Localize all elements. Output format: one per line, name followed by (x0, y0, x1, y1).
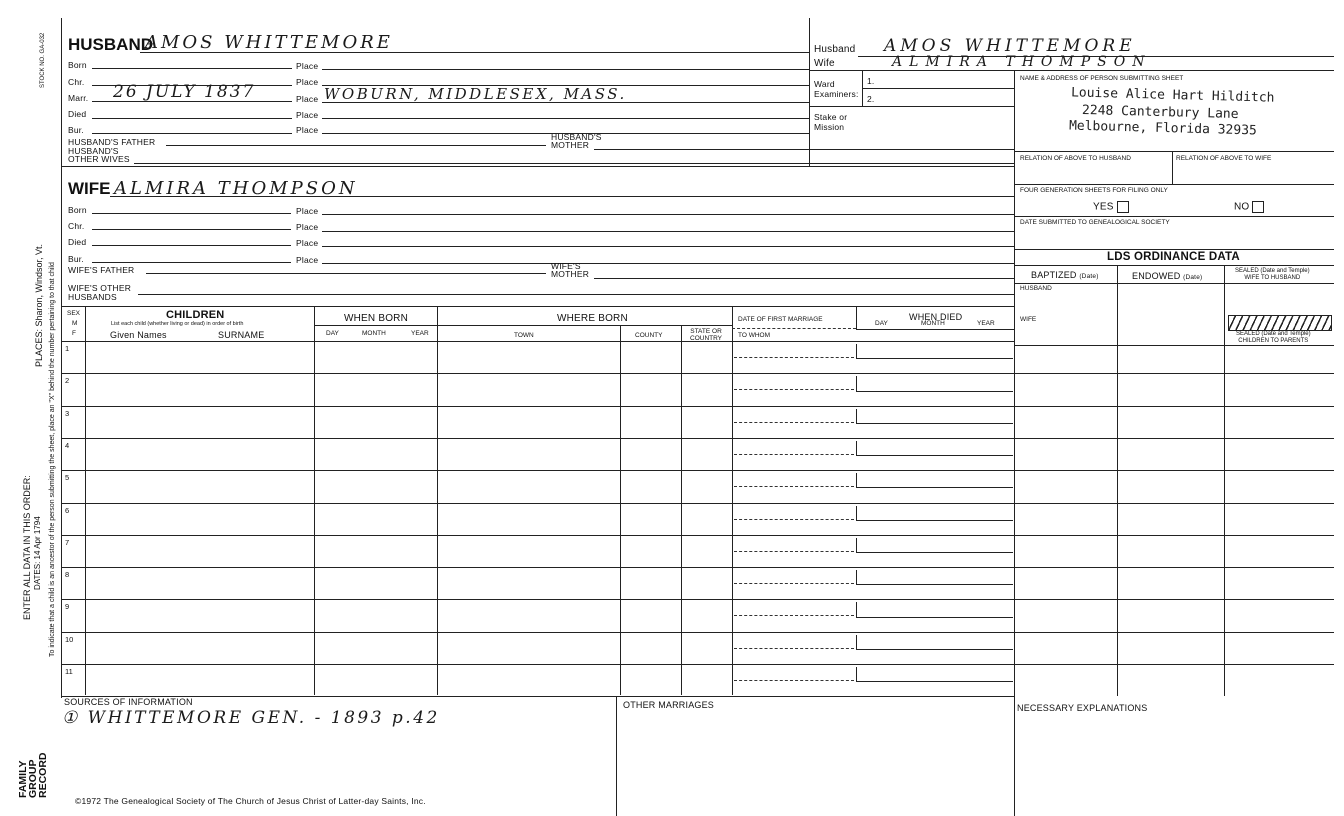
col-when-born: WHEN BORN (344, 313, 409, 324)
relation-wife-label: RELATION OF ABOVE TO WIFE (1176, 155, 1272, 162)
death-date-field[interactable] (856, 506, 1013, 521)
date-submitted-label: DATE SUBMITTED TO GENEALOGICAL SOCIETY (1020, 219, 1170, 226)
child-row-line (61, 599, 1334, 600)
husband-other-wives-label: HUSBAND'S OTHER WIVES (68, 146, 130, 164)
sources-label: SOURCES OF INFORMATION (64, 697, 193, 707)
husband-marr-date[interactable]: 26 JULY 1837 (113, 82, 256, 102)
frame-left (61, 18, 62, 698)
child-row-number: 4 (65, 440, 70, 450)
marriage-dash (734, 486, 854, 487)
wife-other-husbands-label: WIFE'S OTHER HUSBANDS (68, 283, 132, 302)
death-date-field[interactable] (856, 409, 1013, 424)
child-row-number: 6 (65, 505, 70, 515)
col-county: COUNTY (635, 332, 663, 339)
child-row-line (61, 406, 1334, 407)
child-row-number: 7 (65, 537, 70, 547)
no-option[interactable]: NO (1234, 201, 1264, 213)
marriage-dash (734, 519, 854, 520)
col-when-died: WHEN DIED (909, 312, 963, 322)
child-row-number: 1 (65, 344, 70, 353)
yes-option[interactable]: YES (1093, 201, 1129, 213)
child-row-number: 11 (65, 667, 73, 676)
wife-chr-label: Chr. (68, 221, 85, 231)
lds-sealed-wife: SEALED (Date and Temple) WIFE TO HUSBAND (1235, 268, 1310, 281)
form-title: FAMILY GROUP RECORD (17, 752, 49, 798)
col-born-day: DAY (326, 330, 339, 337)
col-town: TOWN (514, 332, 534, 339)
child-row-line (61, 664, 1334, 665)
death-date-field[interactable] (856, 376, 1013, 391)
wife-name[interactable]: ALMIRA THOMPSON (114, 178, 358, 199)
relation-husband-label: RELATION OF ABOVE TO HUSBAND (1020, 155, 1131, 162)
marriage-dash (734, 680, 854, 681)
header-wife-name[interactable]: ALMIRA THOMPSON (892, 54, 1152, 70)
child-row-line (61, 373, 1334, 374)
lds-hatched-cell (1228, 315, 1332, 331)
submitter-street[interactable]: 2248 Canterbury Lane (1081, 102, 1239, 123)
death-date-field[interactable] (856, 602, 1013, 617)
enter-data-label: ENTER ALL DATA IN THIS ORDER: (22, 475, 32, 620)
source-entry[interactable]: ① WHITTEMORE GEN. - 1893 p.42 (62, 708, 440, 728)
dates-line: DATES: 14 Apr 1794 (33, 516, 42, 590)
husband-marr-place-label: Place (296, 94, 319, 104)
lds-baptized: BAPTIZED (Date) (1031, 270, 1099, 280)
husband-bur-place-label: Place (296, 125, 319, 135)
examiners-label: Examiners: (814, 89, 859, 99)
husband-name[interactable]: AMOS WHITTEMORE (145, 32, 393, 53)
wife-born-place-label: Place (296, 206, 319, 216)
husband-title: HUSBAND (68, 35, 153, 54)
husband-father-label: HUSBAND'S FATHER (68, 137, 156, 147)
lds-title: LDS ORDINANCE DATA (1107, 251, 1240, 263)
wife-mother-label: WIFE'S MOTHER (551, 261, 590, 279)
frame-right-divider (1014, 70, 1015, 816)
husband-chr-label: Chr. (68, 77, 85, 87)
husband-died-label: Died (68, 109, 87, 119)
husband-marr-label: Marr. (68, 93, 89, 103)
husband-chr-place-label: Place (296, 77, 319, 87)
header-husband-label: Husband (814, 44, 856, 55)
submitter-label: NAME & ADDRESS OF PERSON SUBMITTING SHEET (1020, 75, 1184, 82)
header-wife-label: Wife (814, 58, 835, 69)
marriage-dash (734, 389, 854, 390)
wife-father-label: WIFE'S FATHER (68, 265, 135, 275)
col-where-born: WHERE BORN (557, 313, 628, 324)
ward-label: Ward (814, 79, 835, 89)
husband-bur-label: Bur. (68, 125, 84, 135)
col-died-day: DAY (875, 320, 888, 327)
wife-bur-label: Bur. (68, 254, 84, 264)
no-checkbox[interactable] (1252, 201, 1264, 213)
wife-title: WIFE (68, 179, 111, 198)
child-row-line (61, 503, 1334, 504)
lds-endowed: ENDOWED (Date) (1132, 271, 1203, 281)
husband-born-place-label: Place (296, 61, 319, 71)
col-born-month: MONTH (362, 330, 386, 337)
death-date-field[interactable] (856, 570, 1013, 585)
child-row-number: 8 (65, 570, 70, 580)
col-died-year: YEAR (977, 320, 995, 327)
submitter-name[interactable]: Louise Alice Hart Hilditch (1070, 85, 1275, 106)
child-row-number: 10 (65, 634, 74, 644)
indicate-note: To indicate that a child is an ancestor of the person submitting the sheet, place an "X" behind the number pertaining to that child (49, 262, 56, 657)
child-row-number: 2 (65, 376, 70, 386)
necessary-explanations-label: NECESSARY EXPLANATIONS (1017, 703, 1148, 713)
other-marriages-label: OTHER MARRIAGES (623, 700, 715, 710)
child-row-number: 9 (65, 602, 70, 612)
child-row-line (61, 470, 1334, 471)
child-row-line (61, 632, 1334, 633)
examiner-1: 1. (867, 76, 875, 86)
death-date-field[interactable] (856, 441, 1013, 456)
death-date-field[interactable] (856, 635, 1013, 650)
header-husband-name[interactable]: AMOS WHITTEMORE (884, 36, 1136, 56)
col-given-names: Given Names (110, 330, 167, 340)
copyright: ©1972 The Genealogical Society of The Church of Jesus Christ of Latter-day Saints, Inc. (75, 796, 426, 806)
wife-born-label: Born (68, 205, 87, 215)
death-date-field[interactable] (856, 473, 1013, 488)
stock-number: STOCK NO. GA-032 (40, 32, 46, 88)
examiner-2: 2. (867, 94, 875, 104)
child-row-number: 5 (65, 473, 70, 483)
stake-label: Stake or Mission (814, 112, 848, 132)
marriage-dash (734, 551, 854, 552)
children-title: CHILDREN (166, 309, 225, 321)
wife-chr-place-label: Place (296, 222, 319, 232)
col-to-whom: TO WHOM (738, 332, 771, 339)
frame-header-divider (809, 18, 810, 166)
marriage-dash (734, 357, 854, 358)
four-generation-label: FOUR GENERATION SHEETS FOR FILING ONLY (1020, 187, 1168, 194)
lds-wife-row: WIFE (1020, 316, 1037, 323)
submitter-city[interactable]: Melbourne, Florida 32935 (1068, 118, 1258, 139)
col-died-month: MONTH (921, 320, 945, 327)
col-born-year: YEAR (411, 330, 429, 337)
wife-died-place-label: Place (296, 238, 319, 248)
places-line: PLACES: Sharon, Windsor, Vt. (34, 243, 44, 367)
marriage-dash (734, 615, 854, 616)
child-row-number: 3 (65, 408, 70, 418)
husband-marr-place[interactable]: WOBURN, MIDDLESEX, MASS. (324, 85, 627, 103)
lds-sealed-children: SEALED (Date and Temple) CHILDREN TO PARENTS (1236, 331, 1311, 344)
death-date-field[interactable] (856, 344, 1013, 359)
marriage-dash (734, 454, 854, 455)
child-row-line (61, 567, 1334, 568)
child-row-line (61, 535, 1334, 536)
wife-bur-place-label: Place (296, 255, 319, 265)
lds-husband-row: HUSBAND (1020, 285, 1052, 292)
col-sex: SEX (67, 310, 81, 317)
wife-died-label: Died (68, 237, 87, 247)
child-row-line (61, 438, 1334, 439)
death-date-field[interactable] (856, 538, 1013, 553)
col-first-marriage: DATE OF FIRST MARRIAGE (738, 316, 823, 323)
husband-mother-label: HUSBAND'S MOTHER (551, 132, 602, 150)
husband-born-label: Born (68, 60, 87, 70)
col-state: STATE OR COUNTRY (690, 328, 723, 342)
yes-checkbox[interactable] (1117, 201, 1129, 213)
marriage-dash (734, 422, 854, 423)
marriage-dash (734, 648, 854, 649)
children-instruction: List each child (whether living or dead) in order of birth (111, 321, 244, 327)
death-date-field[interactable] (856, 667, 1013, 682)
marriage-dash (734, 583, 854, 584)
col-sex-m: M (72, 320, 78, 327)
husband-died-place-label: Place (296, 110, 319, 120)
col-sex-f: F (72, 330, 76, 337)
col-surname: SURNAME (218, 330, 265, 340)
